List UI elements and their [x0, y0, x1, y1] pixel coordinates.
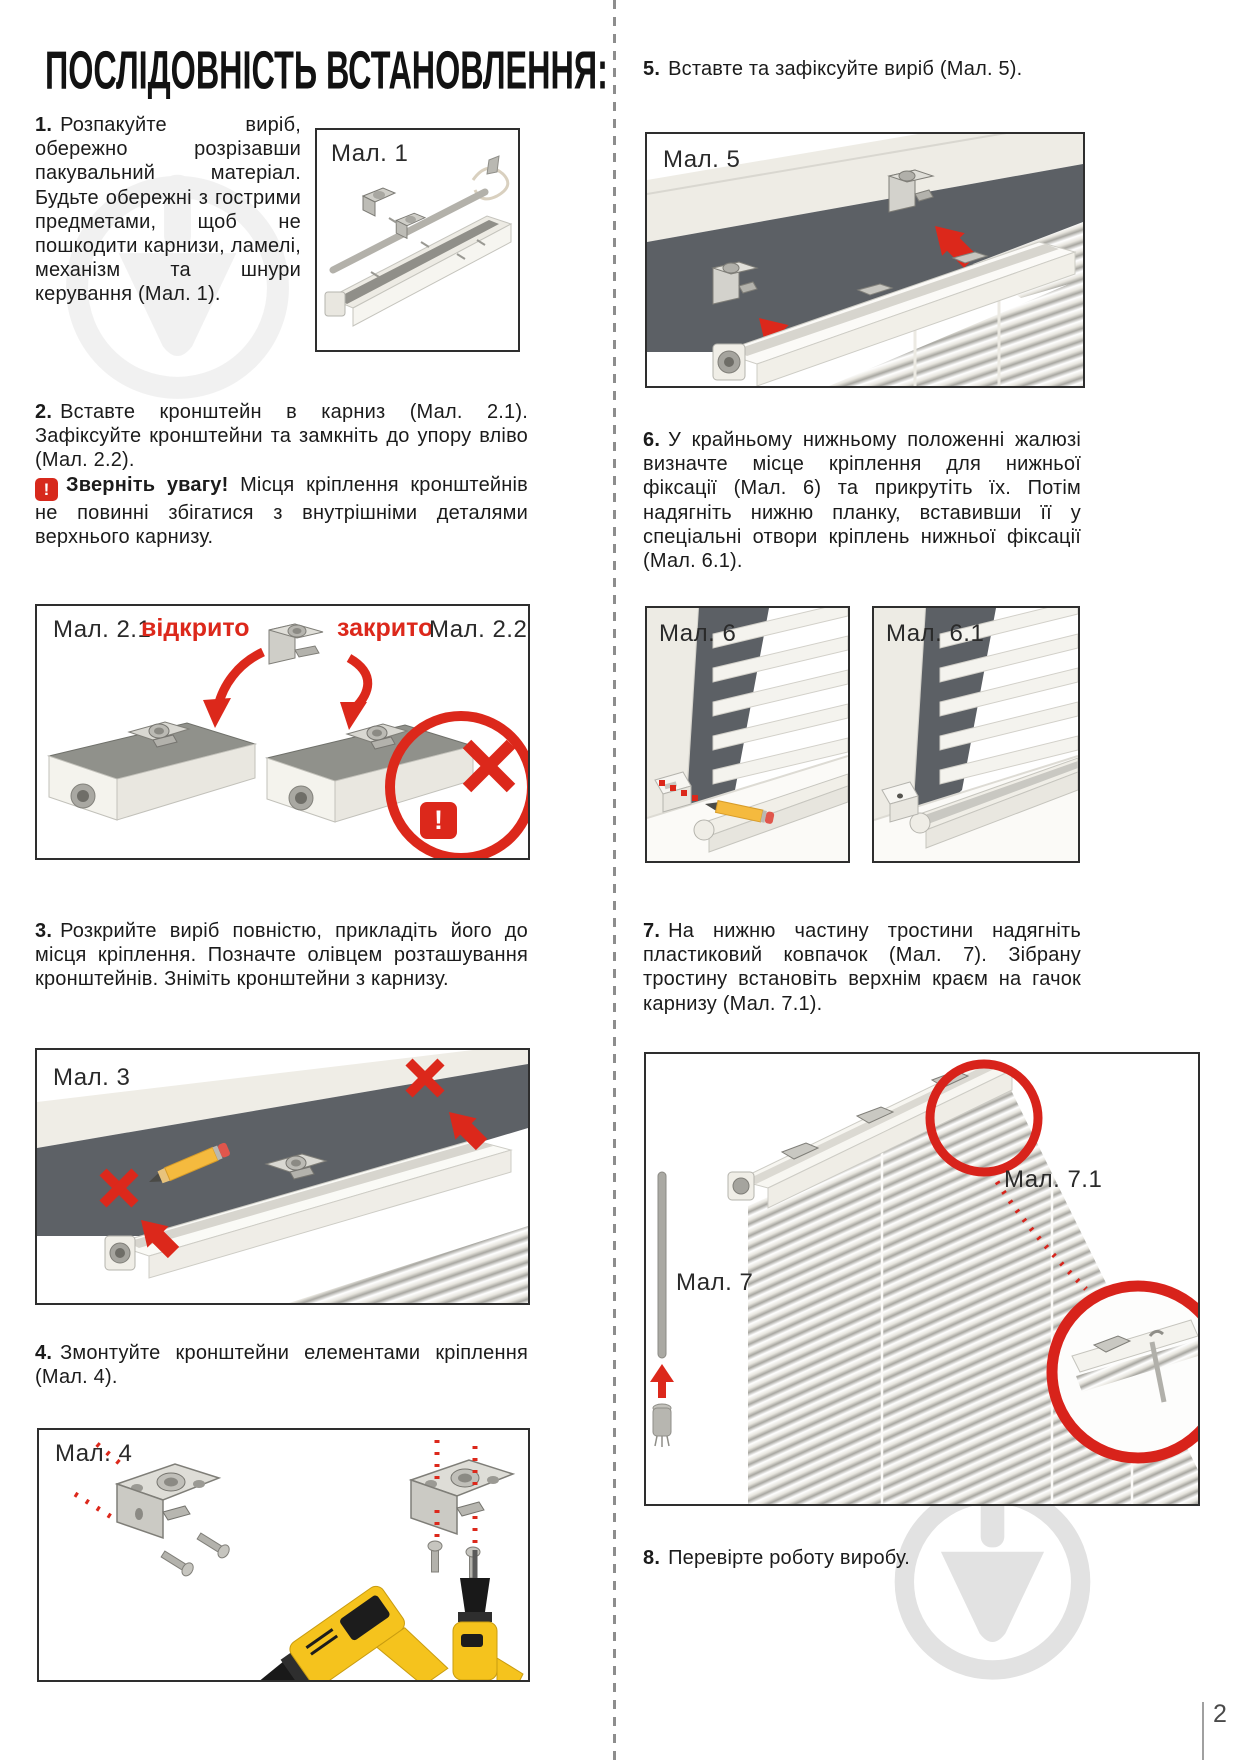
bracket-icon: [363, 188, 395, 216]
step-7-text: На нижню частину тростини надягніть пластиковий ковпачок (Мал. 7). Зібрану тростину встановіть верхнім краєм на гачок карнизу (Мал. 7.1).: [643, 920, 1081, 1015]
bracket-icon: [117, 1464, 219, 1538]
cap-icon: [653, 1404, 671, 1447]
step-1: [35, 113, 301, 307]
step-4-text: Змонтуйте кронштейни елементами кріплення (Мал. 4).: [35, 1342, 528, 1389]
page-number-divider: [1202, 1702, 1204, 1760]
page-title: ПОСЛІДОВНІСТЬ ВСТАНОВЛЕННЯ:: [45, 41, 608, 101]
arrow-closed-icon: [340, 658, 368, 730]
step-2-warning: [35, 473, 528, 549]
step-3-number: 3.: [35, 920, 53, 942]
step-2-number: 2.: [35, 401, 53, 423]
bracket-icon: [269, 624, 323, 664]
arrow-up-icon: [650, 1364, 674, 1398]
screw-icon: [159, 1548, 195, 1578]
figure-1: [315, 128, 520, 352]
figure-5: [645, 132, 1085, 388]
step-6-number: 6.: [643, 429, 661, 451]
step-8: [643, 1546, 1081, 1570]
cap-icon: [487, 156, 499, 174]
blind-slats-icon: [289, 1226, 528, 1303]
step-6-text: У крайньому нижньому положенні жалюзі визначте місце кріплення для нижньої фіксації (Мал. 6) та прикрутіть їх. Потім надягніть нижню планку, вставивши її у спеціальні отвори кріплень нижньої фіксації (Мал. 6.1).: [643, 429, 1081, 572]
figure-1-label: Мал. 1: [331, 140, 409, 167]
arrow-open-icon: [203, 652, 263, 728]
figure-3-label: Мал. 3: [53, 1064, 131, 1091]
screw-icon: [195, 1530, 231, 1560]
figure-4-label: Мал. 4: [55, 1440, 133, 1467]
page-number: 2: [1213, 1700, 1227, 1728]
step-7-number: 7.: [643, 920, 661, 942]
column-divider: [613, 0, 616, 1760]
bracket-icon: [411, 1460, 513, 1534]
figure-2-1-label: Мал. 2.1: [53, 616, 152, 643]
step-4-number: 4.: [35, 1342, 53, 1364]
warning-icon: !: [35, 478, 58, 501]
step-1-number: 1.: [35, 114, 53, 136]
step-2: [35, 400, 528, 473]
step-5-number: 5.: [643, 58, 661, 80]
step-3-text: Розкрийте виріб повністю, прикладіть його до місця кріплення. Позначте олівцем розташування кронштейнів. Зніміть кронштейни з карнизу.: [35, 920, 528, 991]
step-7: [643, 919, 1081, 1016]
figure-5-label: Мал. 5: [663, 146, 741, 173]
figure-6-1: [872, 606, 1080, 863]
step-3: [35, 919, 528, 992]
step-8-number: 8.: [643, 1547, 661, 1569]
step-8-text: Перевірте роботу виробу.: [668, 1547, 910, 1569]
figure-7: [644, 1052, 1200, 1506]
exclamation-badge-icon: !: [420, 802, 457, 839]
figure-6-1-label: Мал. 6.1: [886, 620, 985, 647]
step-5-text: Вставте та зафіксуйте виріб (Мал. 5).: [668, 58, 1023, 80]
figure-6: [645, 606, 850, 863]
figure-3: [35, 1048, 530, 1305]
x-mark-icon: [467, 744, 511, 788]
closed-label: закрито: [337, 614, 434, 642]
figure-7-1-label: Мал. 7.1: [1004, 1166, 1103, 1193]
step-4: [35, 1341, 528, 1389]
figure-6-label: Мал. 6: [659, 620, 737, 647]
figure-2: [35, 604, 530, 860]
screw-icon: [428, 1541, 442, 1572]
drill-icon: [219, 1578, 448, 1680]
step-1-text: Розпакуйте виріб, обережно розрізавши пакувальний матеріал. Будьте обережні з гострими предметами, щоб не пошкодити карнизи, ламелі, механізм та шнури керування (Мал. 1).: [35, 114, 301, 306]
step-2-text: Вставте кронштейн в карниз (Мал. 2.1). Зафіксуйте кронштейни та замкніть до упору вліво (Мал. 2.2).: [35, 401, 528, 472]
figure-4: [37, 1428, 530, 1682]
figure-2-2-label: Мал. 2.2: [429, 616, 528, 643]
step-6: [643, 428, 1081, 573]
step-5: [643, 57, 1083, 81]
warning-text: Місця кріплення кронштейнів не повинні збігатися з внутрішніми деталями верхнього карнизу.: [35, 474, 528, 549]
wand-rod-icon: [658, 1172, 666, 1358]
warning-label: Зверніть увагу!: [66, 474, 229, 496]
headrail-open-icon: [49, 722, 255, 820]
drill-icon: [453, 1550, 523, 1680]
figure-7-label: Мал. 7: [676, 1269, 754, 1296]
open-label: відкрито: [141, 614, 250, 642]
